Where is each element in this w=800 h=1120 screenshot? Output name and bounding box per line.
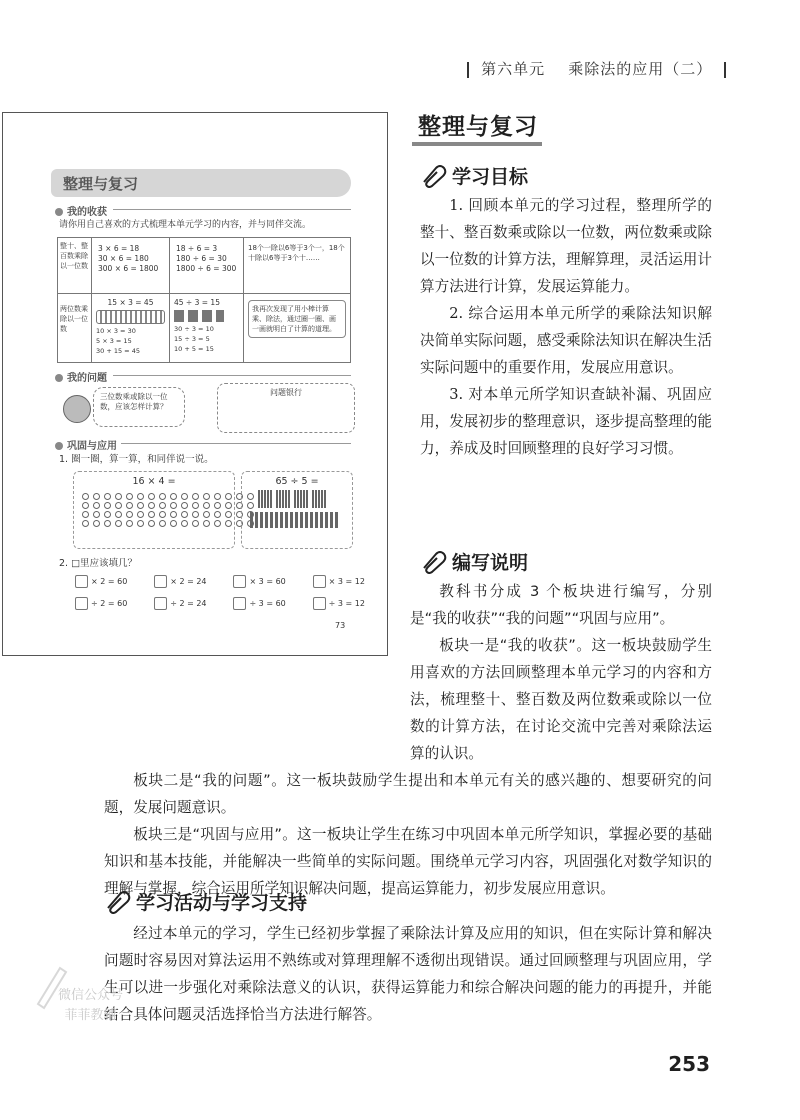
thumb-question-bubble (93, 387, 185, 427)
notes-paragraph-3: 板块二是“我的问题”。这一板块鼓励学生提出和本单元有关的感兴趣的、想要研究的问题，发展问题意识。 (104, 772, 712, 816)
thumb-fill: × 3 = 60 (249, 577, 286, 586)
thumb-title: 整理与复习 (63, 175, 139, 193)
thumb-calc: 10 + 5 = 15 (174, 345, 214, 353)
thumb-calc: 180 ÷ 6 = 30 (176, 254, 227, 263)
thumb-question-bank-label: 问题银行 (270, 388, 302, 397)
textbook-page-thumbnail (2, 112, 388, 656)
thumb-groups (174, 310, 224, 322)
page-number: 253 (668, 1052, 710, 1076)
watermark-line2: 菲菲教辅 (64, 1008, 117, 1023)
goals-heading (420, 162, 528, 189)
header-bar-left (467, 62, 469, 78)
thumb-calc: 45 ÷ 3 = 15 (174, 298, 220, 307)
thumb-divider (113, 209, 351, 210)
goals-heading-text: 学习目标 (452, 166, 529, 188)
thumb-fill: × 2 = 60 (91, 577, 128, 586)
thumb-calc: 30 + 15 = 45 (96, 347, 140, 355)
thumb-practice2: 2. □里应该填几？ (59, 558, 138, 569)
thumb-row2-note-cell (244, 294, 350, 362)
goal-item: 2. 综合运用本单元所学的乘除法知识解决简单实际问题，感受乘除法知识在解决生活实际问题中的重要作用，发展应用意识。 (420, 305, 712, 376)
thumb-instruction: 请你用自己喜欢的方式梳理本单元学习的内容，并与同伴交流。 (59, 220, 312, 230)
goals-list (420, 192, 712, 462)
thumb-row2-calc-a (92, 294, 170, 362)
thumb-fill: × 3 = 12 (328, 577, 365, 586)
thumb-sticks-row (96, 310, 165, 324)
paperclip-icon (104, 890, 132, 914)
thumb-calc: 1800 ÷ 6 = 300 (176, 264, 237, 273)
thumb-dot-grid (82, 493, 234, 527)
thumb-row2-calc-b (170, 294, 244, 362)
thumb-practice1: 1. 圈一圈，算一算，和同伴说一说。 (59, 454, 214, 465)
watermark (58, 986, 123, 1026)
thumb-row1-note: 18个一除以6等于3个一，18个十除以6等于3个十…… (248, 244, 345, 262)
page-title: 整理与复习 (418, 114, 538, 140)
thumb-divider (113, 375, 351, 376)
thumb-summary-table (57, 237, 351, 363)
thumb-fill-row1 (75, 575, 365, 588)
activity-paragraph: 经过本单元的学习，学生已经初步掌握了乘除法计算及应用的知识，但在实际计算和解决问题时容易因对算法运用不熟练或对算理理解不透彻出现错误。通过回顾整理与巩固应用，学生可以进一步强化对乘除法意义的认识，获得运算能力和综合解决问题的能力的再提升，并能结合具体问题灵活选择恰当方法进行解答。 (104, 925, 712, 1023)
thumb-question-text: 三位数乘或除以一位数，应该怎样计算？ (100, 392, 168, 411)
thumb-calc: 30 ÷ 3 = 10 (174, 325, 214, 333)
notes-body (104, 632, 712, 902)
thumb-row2-note: 我再次发现了用小棒计算乘、除法，通过圈一圈、画一画就明白了计算的道理。 (252, 305, 336, 333)
thumb-calc: 300 × 6 = 1800 (98, 264, 159, 273)
thumb-dots-panel (73, 471, 235, 549)
thumb-title-banner (51, 169, 351, 197)
thumb-calc: 3 × 6 = 18 (98, 244, 140, 253)
thumb-calc: 10 × 3 = 30 (96, 327, 136, 335)
thumb-calc: 15 × 3 = 45 (107, 298, 154, 307)
activity-heading-text: 学习活动与学习支持 (136, 892, 308, 914)
thumb-calc: 18 ÷ 6 = 3 (176, 244, 218, 253)
activity-heading (104, 888, 307, 915)
header-title: 乘除法的应用（二） (568, 60, 713, 78)
thumb-divider (121, 443, 351, 444)
thumb-fill: ÷ 3 = 12 (328, 599, 365, 608)
header-bar-right (724, 62, 726, 78)
notes-paragraph-2: 板块一是“我的收获”。这一板块鼓励学生用喜欢的方法回顾整理本单元学习的内容和方法，梳理整十、整百数及两位数乘或除以一位数的计算方法，在讨论交流中完善对乘除法运算的认识。 (410, 637, 712, 762)
paperclip-icon (420, 164, 448, 188)
watermark-line1: 微信公众号 (58, 988, 124, 1003)
running-header (461, 58, 732, 79)
thumb-row1-calc-b (170, 238, 244, 294)
notes-heading (420, 548, 528, 575)
goal-item: 3. 对本单元所学知识查缺补漏、巩固应用，发展初步的整理意识，逐步提高整理的能力，养成及时回顾整理的良好学习习惯。 (420, 386, 712, 457)
title-underline (412, 142, 542, 146)
thumb-section-harvest: 我的收获 (55, 203, 107, 218)
child-avatar (63, 395, 91, 423)
paperclip-icon (420, 550, 448, 574)
thumb-row2-label: 两位数乘除以一位数 (60, 305, 88, 333)
notes-paragraph-4: 板块三是“巩固与应用”。这一板块让学生在练习中巩固本单元所学知识，掌握必要的基础知识和基本技能，并能解决一些简单的实际问题。围绕单元学习内容，巩固强化对数学知识的理解与掌握，综合运用所学知识解决问题，提高运算能力，初步发展应用意识。 (104, 826, 712, 897)
goal-item: 1. 回顾本单元的学习过程，整理所学的整十、整百数乘或除以一位数，两位数乘或除以一位数的计算方法，理解算理，灵活运用计算方法进行计算，发展运算能力。 (420, 197, 712, 295)
notes-paragraph-1: 教科书分成 3 个板块进行编写，分别是“我的收获”“我的问题”“巩固与应用”。 (410, 583, 712, 627)
thumb-calc-right: 65 ÷ 5 = (275, 476, 319, 487)
thumb-fill: ÷ 2 = 60 (91, 599, 128, 608)
thumb-sticks-panel (241, 471, 353, 549)
thumb-row2-label-cell (58, 294, 92, 362)
thumb-section-practice: 巩固与应用 (55, 437, 117, 452)
thumb-fill: ÷ 2 = 24 (170, 599, 207, 608)
thumb-calc-left: 16 × 4 = (132, 476, 176, 487)
header-unit: 第六单元 (481, 60, 546, 78)
thumb-row2-note-box (248, 300, 346, 338)
thumb-row1-calc-a (92, 238, 170, 294)
thumb-fill: × 2 = 24 (170, 577, 207, 586)
thumb-row1-label-cell (58, 238, 92, 294)
thumb-calc: 5 × 3 = 15 (96, 337, 132, 345)
thumb-page-no: 73 (335, 621, 346, 630)
thumb-bundles (258, 490, 352, 508)
thumb-calc: 15 ÷ 3 = 5 (174, 335, 210, 343)
thumb-stick-row (250, 512, 352, 528)
thumb-fill-row2 (75, 597, 365, 610)
thumb-section-questions: 我的问题 (55, 369, 107, 384)
thumb-row1-note-cell (244, 238, 350, 294)
thumb-calc: 30 × 6 = 180 (98, 254, 149, 263)
notes-heading-text: 编写说明 (452, 552, 529, 574)
thumb-fill: ÷ 3 = 60 (249, 599, 286, 608)
thumb-question-bank (217, 383, 355, 433)
thumb-row1-label: 整十、整百数乘除以一位数 (60, 242, 88, 270)
